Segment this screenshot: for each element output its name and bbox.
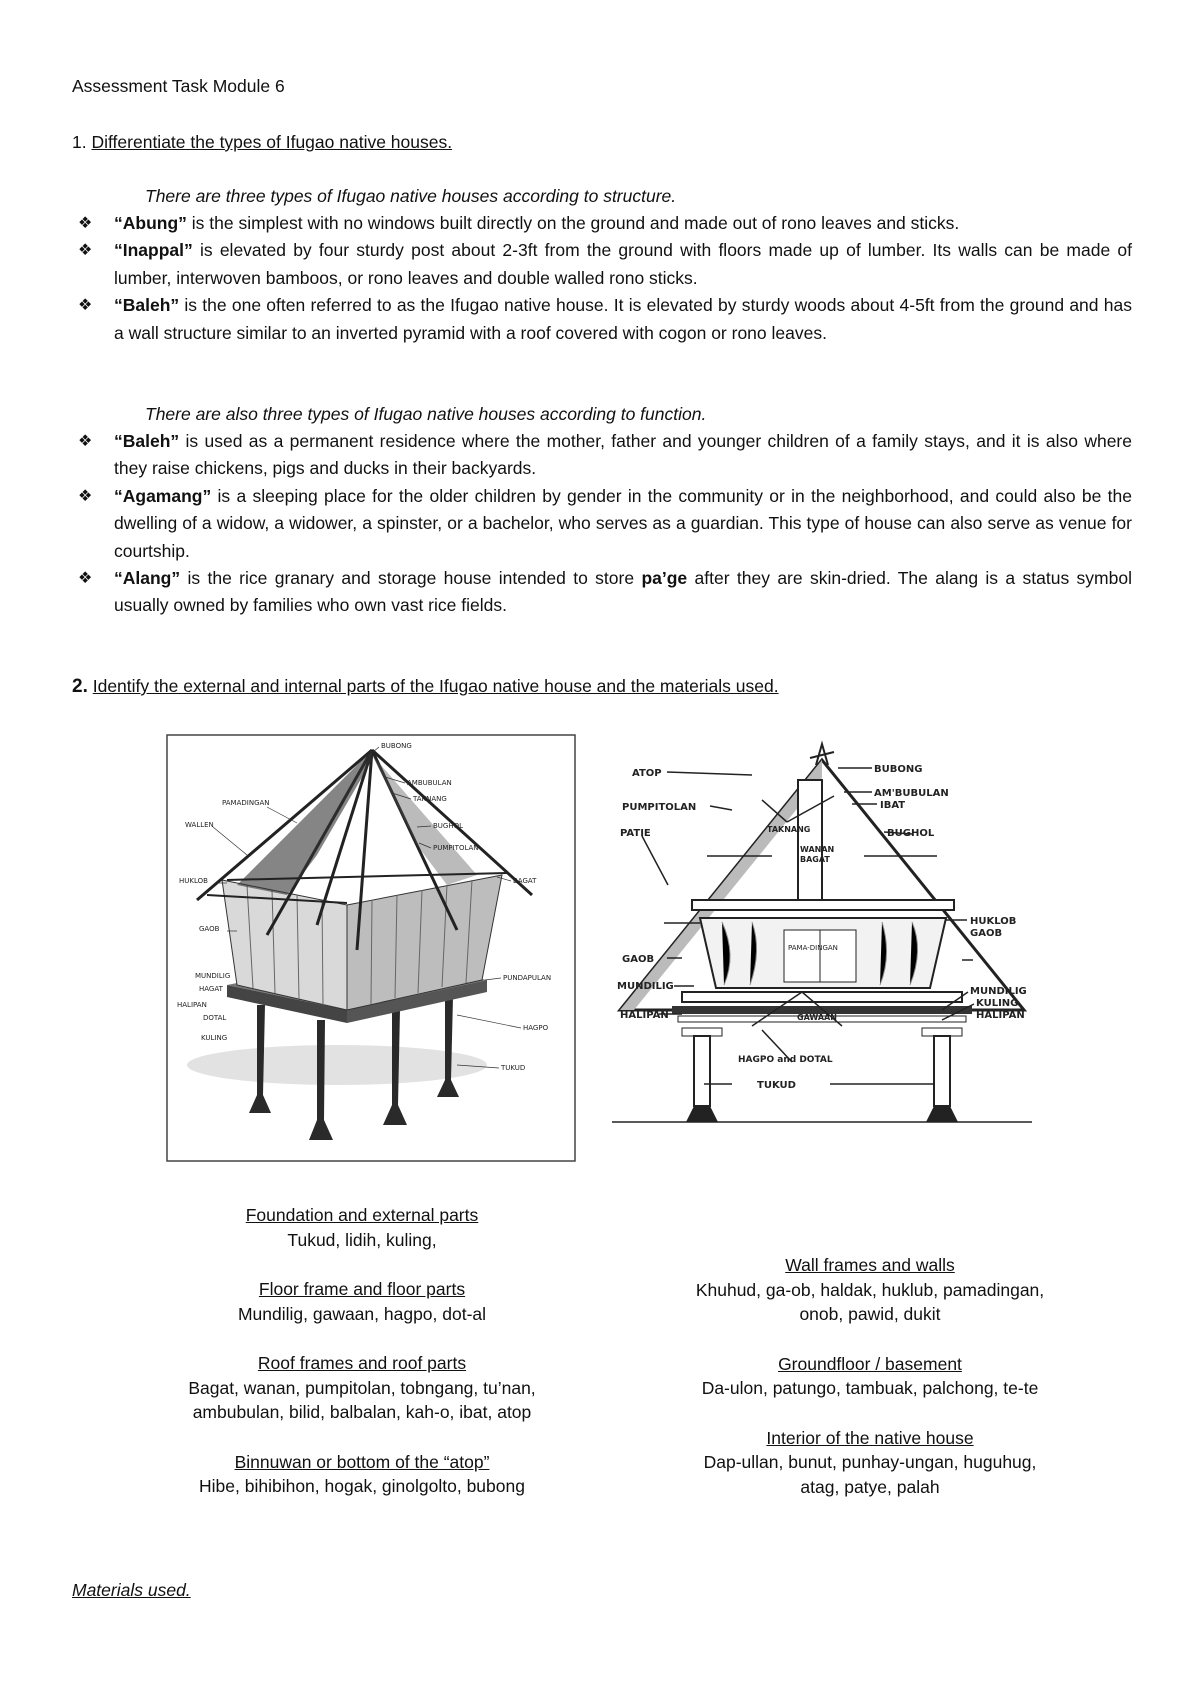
- term: “Agamang”: [114, 485, 212, 506]
- parts-heading: Binnuwan or bottom of the “atop”: [234, 1451, 490, 1472]
- term: “Alang”: [114, 568, 181, 589]
- fig-label: HUKLOB: [970, 916, 1017, 927]
- house-section-figure: [612, 730, 1032, 1160]
- term: “Abung”: [114, 213, 187, 233]
- fig-label: HALIPAN: [177, 1001, 207, 1009]
- fig-label: GAOB: [622, 954, 655, 965]
- parts-group: [660, 1253, 1080, 1327]
- diamond-bullet-icon: ❖: [78, 297, 93, 315]
- diamond-bullet-icon: ❖: [78, 215, 93, 232]
- fig-label: GAOB: [199, 925, 220, 933]
- fig-label: BAGAT: [513, 877, 537, 885]
- fig-label: PUMPITOLAN: [433, 844, 479, 852]
- question-1-number: 1.: [72, 132, 87, 152]
- fig-label: PUNDAPULAN: [503, 974, 552, 982]
- house-posts: [682, 1028, 962, 1122]
- fig-label: KULING: [976, 998, 1019, 1009]
- item-text: is the simplest with no windows built directly on the ground and made out of rono leaves and sticks.: [186, 213, 960, 233]
- parts-list: Khuhud, ga-ob, haldak, huklub, pamadingan, onob, pawid, dukit: [695, 1279, 1045, 1324]
- list-item: [72, 237, 1132, 292]
- parts-group: [152, 1450, 572, 1499]
- term: “Baleh”: [114, 295, 180, 316]
- fig-label: ATOP: [632, 768, 662, 779]
- question-2: [72, 676, 779, 698]
- fig-label: MUNDILIG: [617, 981, 674, 992]
- fig-label: GAOB: [970, 928, 1003, 939]
- fig-label: KULING: [201, 1034, 228, 1042]
- list-item: [72, 428, 1132, 483]
- diamond-bullet-icon: ❖: [78, 487, 93, 505]
- fig-label: WALLEN: [185, 821, 214, 829]
- fig-label: TAKNANG: [413, 795, 447, 803]
- parts-heading: Groundfloor / basement: [778, 1353, 962, 1374]
- list-item: [72, 210, 1132, 237]
- fig-label: GAWAAN: [797, 1013, 837, 1022]
- question-1-text: Differentiate the types of Ifugao native houses.: [91, 132, 453, 152]
- fig-label: HALIPAN: [976, 1010, 1025, 1021]
- fig-label: AM'BUBULAN: [874, 788, 949, 799]
- fig-label: HAGPO: [523, 1024, 549, 1032]
- parts-right-column: [660, 1253, 1080, 1524]
- term-emphasis: pa’ge: [641, 568, 688, 589]
- page-title: Assessment Task Module 6: [72, 76, 285, 96]
- house-perspective-figure: [167, 735, 575, 1161]
- parts-heading: Interior of the native house: [766, 1427, 974, 1448]
- diamond-bullet-icon: ❖: [78, 570, 93, 588]
- list-item: [72, 483, 1132, 565]
- parts-list: Hibe, bihibihon, hogak, ginolgolto, bubong: [199, 1476, 525, 1496]
- fig-label: WANAN: [800, 845, 835, 854]
- function-intro: There are also three types of Ifugao native houses according to function.: [145, 404, 707, 424]
- question-1: [72, 132, 452, 153]
- diamond-bullet-icon: ❖: [78, 433, 93, 450]
- fig-label: PUMPITOLAN: [622, 802, 697, 813]
- question-2-text: Identify the external and internal parts of the Ifugao native house and the materials used.: [92, 676, 779, 696]
- parts-group: [152, 1351, 572, 1425]
- item-text: is the rice granary and storage house intended to store: [180, 568, 642, 589]
- parts-list: Dap-ullan, bunut, punhay-ungan, huguhug, atag, patye, palah: [703, 1452, 1037, 1497]
- fig-label: HAGAT: [199, 985, 223, 993]
- structure-intro: There are three types of Ifugao native houses according to structure.: [145, 186, 677, 206]
- parts-list: Bagat, wanan, pumpitolan, tobngang, tu’nan, ambubulan, bilid, balbalan, kah-o, ibat, atop: [188, 1377, 536, 1422]
- list-item: [72, 292, 1132, 347]
- fig-label: BAGAT: [800, 855, 830, 864]
- fig-label: PATIE: [620, 828, 651, 839]
- item-text: is a sleeping place for the older children by gender in the community or in the neighborhood, and could also be the dwelling of a widow, a widower, a spinster, or a bachelor, who serves as a guardian. This type of house can also serve as venue for courtship.: [114, 485, 1132, 561]
- parts-list: Mundilig, gawaan, hagpo, dot-al: [237, 1303, 487, 1324]
- parts-group: [660, 1352, 1080, 1401]
- parts-left-column: [152, 1203, 572, 1524]
- parts-list: Tukud, lidih, kuling,: [287, 1229, 437, 1250]
- item-text: is used as a permanent residence where the mother, father and younger children of a family stays, and it is also where they raise chickens, pigs and ducks in their backyards.: [114, 431, 1132, 479]
- item-text: is elevated by four sturdy post about 2-3ft from the ground with floors made up of lumber. Its walls can be made of lumber, interwoven bamboos, or rono leaves and double walled rono sticks.: [114, 240, 1132, 288]
- question-2-number: 2.: [72, 676, 88, 697]
- parts-heading: Foundation and external parts: [245, 1205, 479, 1225]
- fig-label: IBAT: [880, 800, 906, 811]
- fig-label: TUKUD: [501, 1064, 526, 1072]
- parts-group: [152, 1203, 572, 1252]
- fig-label: BUGHOL: [433, 822, 464, 830]
- fig-label: TAKNANG: [767, 825, 811, 834]
- fig-label: BUGHOL: [887, 828, 935, 839]
- structure-list: [72, 210, 1132, 347]
- parts-heading: Roof frames and roof parts: [257, 1353, 467, 1373]
- function-list: [72, 428, 1132, 620]
- materials-heading: Materials used.: [72, 1580, 191, 1600]
- term: “Baleh”: [114, 431, 180, 451]
- fig-label: TUKUD: [757, 1080, 796, 1091]
- fig-label: PAMA-DINGAN: [788, 944, 838, 952]
- parts-list: Da-ulon, patungo, tambuak, palchong, te-te: [701, 1378, 1039, 1398]
- parts-group: [660, 1426, 1080, 1500]
- diamond-bullet-icon: ❖: [78, 242, 93, 260]
- item-text: after they are skin-dried. The alang is a status symbol usually owned by families who own vast rice fields.: [114, 568, 1132, 616]
- parts-group: [152, 1277, 572, 1326]
- fig-label: HALIPAN: [620, 1010, 669, 1021]
- fig-label: HAGPO and DOTAL: [738, 1055, 833, 1065]
- item-text: is the one often referred to as the Ifugao native house. It is elevated by sturdy woods about 4-5ft from the ground and has a wall structure similar to an inverted pyramid with a roof covered with cogon or rono leaves.: [114, 295, 1132, 343]
- fig-label: HUKLOB: [179, 877, 208, 885]
- fig-label: MUNDILIG: [195, 972, 231, 980]
- term: “Inappal”: [114, 240, 193, 261]
- fig-label: BUBONG: [874, 764, 923, 775]
- fig-label: MUNDILIG: [970, 986, 1027, 997]
- fig-label: BUBONG: [381, 742, 412, 750]
- parts-heading: Wall frames and walls: [785, 1255, 955, 1275]
- fig-label: DOTAL: [203, 1014, 227, 1022]
- parts-heading: Floor frame and floor parts: [258, 1279, 466, 1299]
- list-item: [72, 565, 1132, 620]
- fig-label: PAMADINGAN: [222, 799, 270, 807]
- fig-label: AMBUBULAN: [407, 779, 452, 787]
